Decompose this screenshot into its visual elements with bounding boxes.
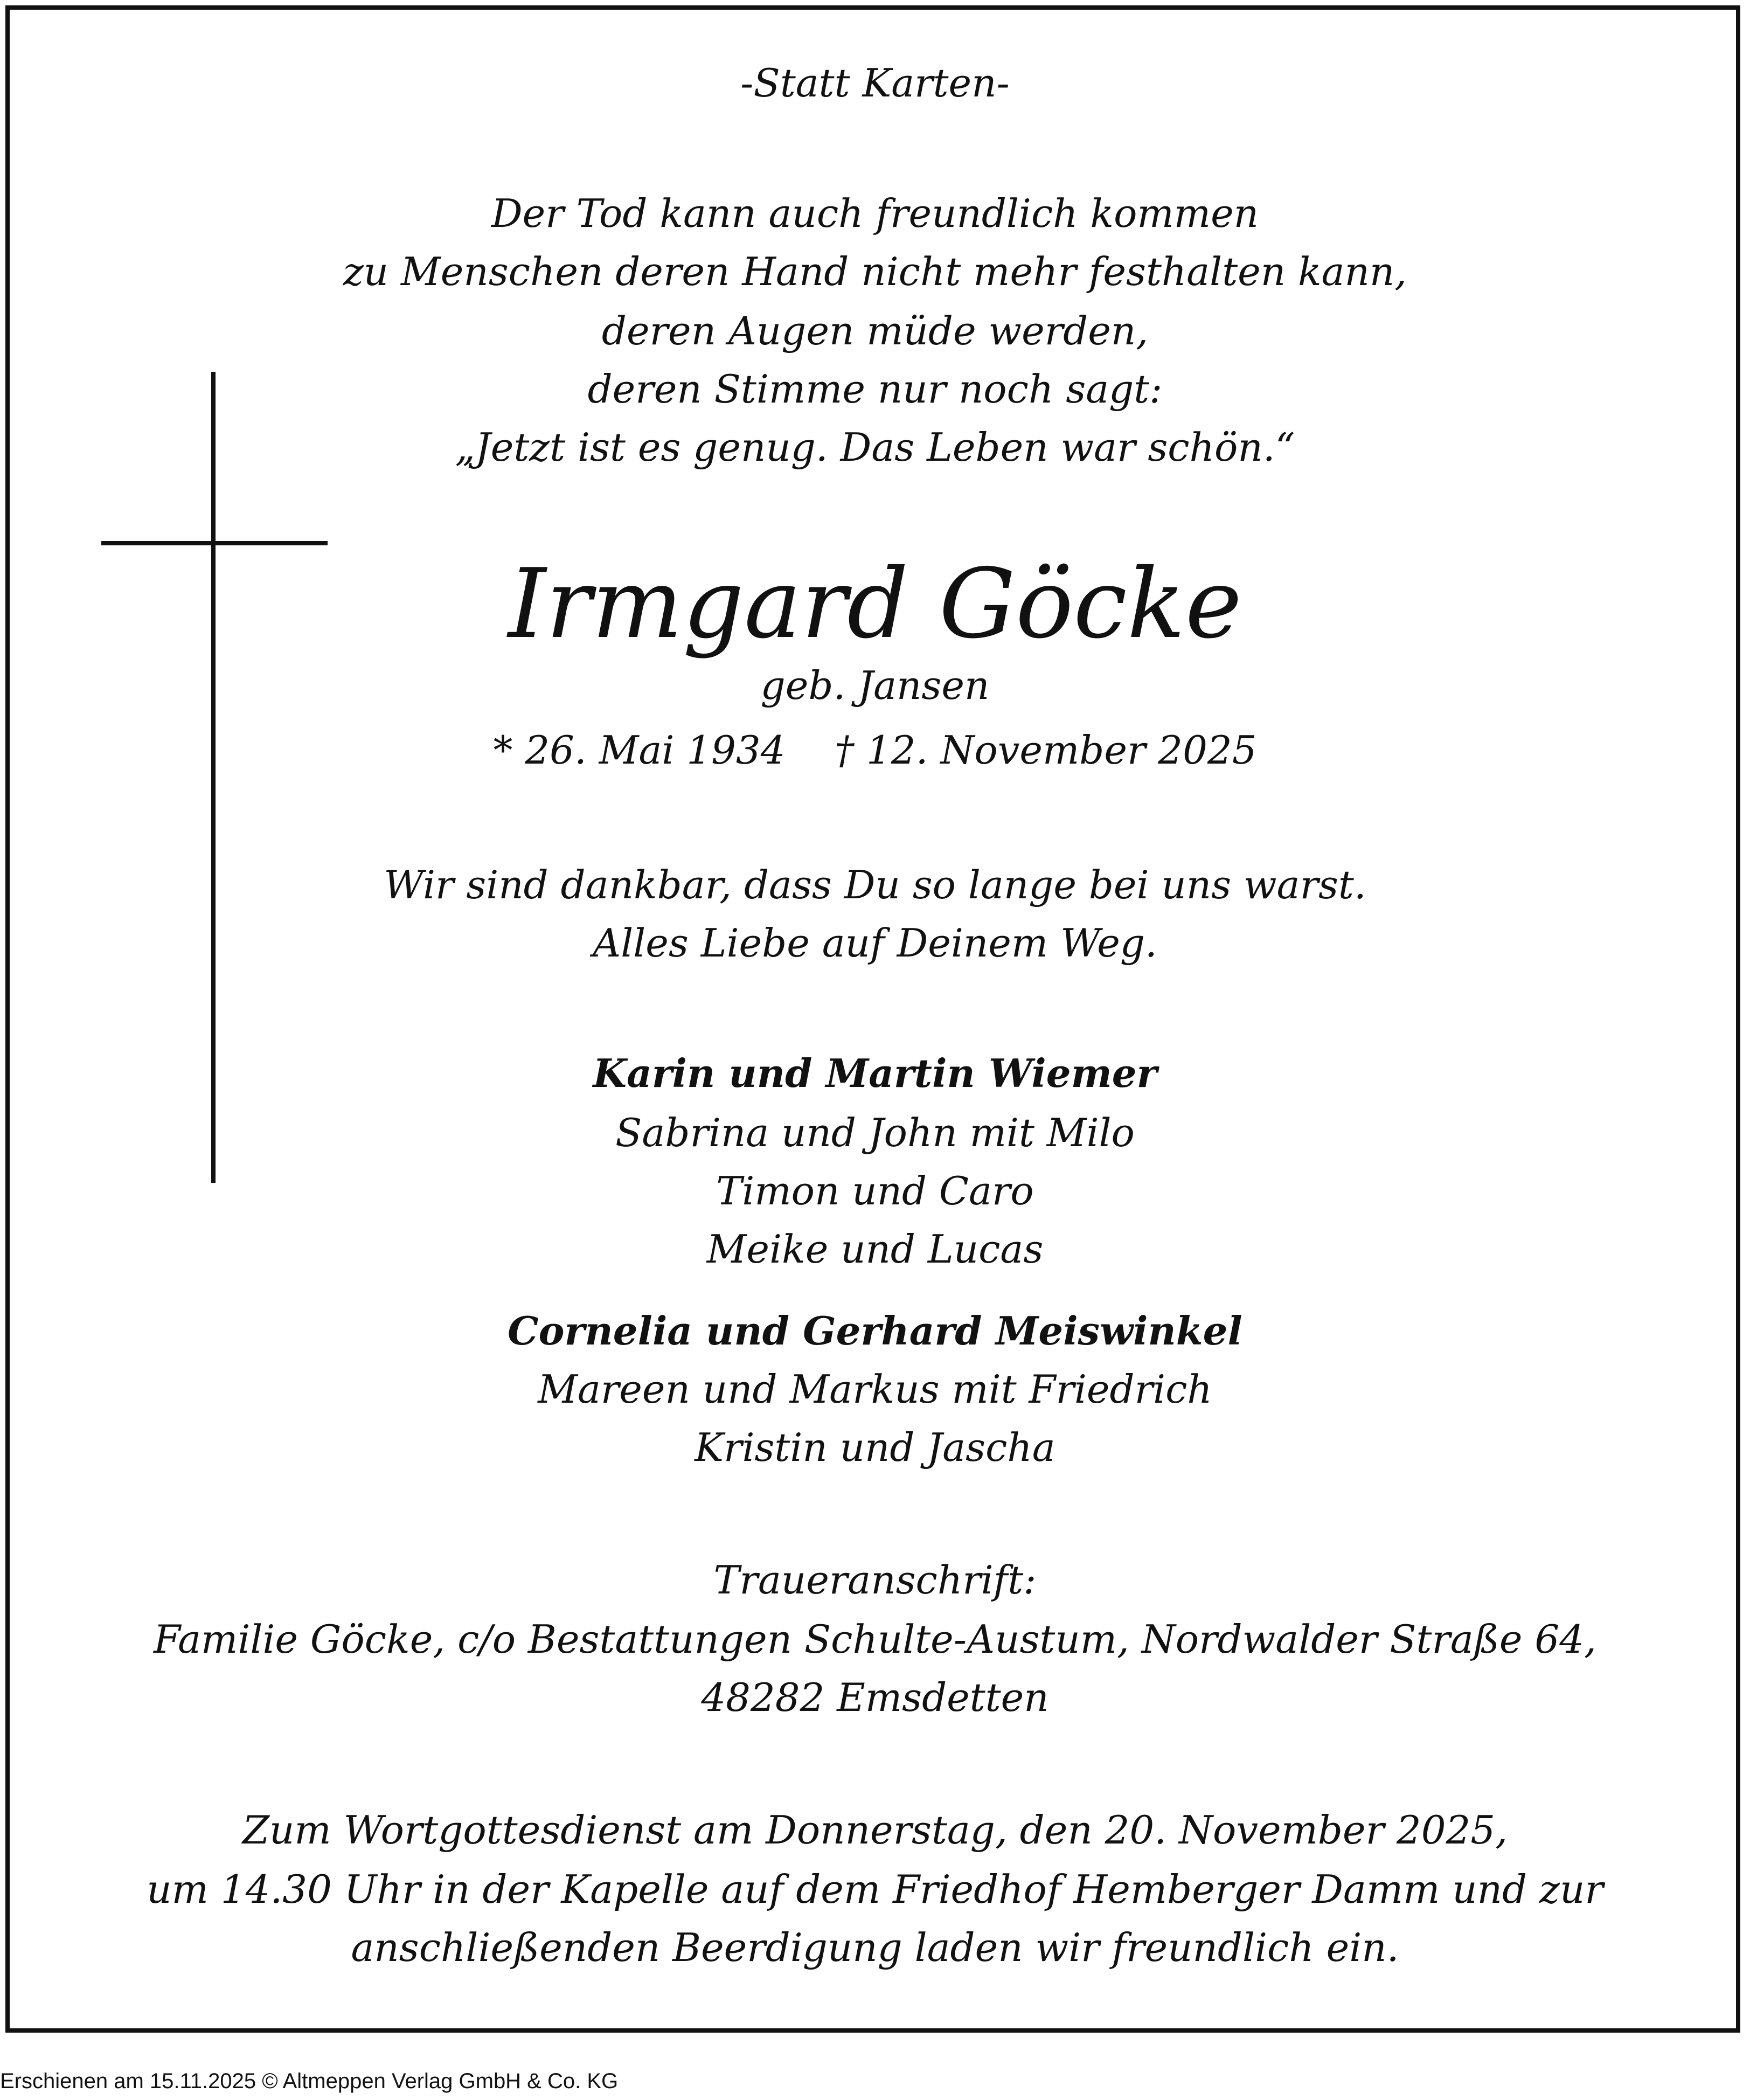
service-line: anschließenden Beerdigung laden wir freundlich ein. <box>351 1925 1399 1970</box>
address-line: 48282 Emsdetten <box>701 1675 1049 1720</box>
publication-footer: Erschienen am 15.11.2025 © Altmeppen Verlag GmbH & Co. KG <box>0 2069 619 2093</box>
family-member: Timon und Caro <box>716 1168 1034 1214</box>
statt-karten: -Statt Karten- <box>740 60 1010 106</box>
poem-line: deren Augen müde werden, <box>601 308 1149 354</box>
family-group-head: Cornelia und Gerhard Meiswinkel <box>508 1308 1242 1354</box>
poem-line: deren Stimme nur noch sagt: <box>587 366 1163 412</box>
family-member: Sabrina und John mit Milo <box>615 1110 1135 1155</box>
poem-line: „Jetzt ist es genug. Das Leben war schön.“ <box>455 425 1295 470</box>
life-dates: * 26. Mai 1934 † 12. November 2025 <box>493 727 1257 773</box>
birth-name: geb. Jansen <box>760 663 990 708</box>
family-member: Kristin und Jascha <box>695 1425 1055 1470</box>
address-line: Familie Göcke, c/o Bestattungen Schulte-Austum, Nordwalder Straße 64, <box>154 1617 1596 1662</box>
deceased-name: Irmgard Göcke <box>508 548 1242 660</box>
poem-line: Der Tod kann auch freundlich kommen <box>491 191 1259 236</box>
address-label: Traueranschrift: <box>713 1557 1037 1603</box>
service-line: um 14.30 Uhr in der Kapelle auf dem Friedhof Hemberger Damm und zur <box>147 1867 1603 1912</box>
family-member: Mareen und Markus mit Friedrich <box>538 1367 1212 1412</box>
cross-symbol-horizontal <box>101 541 328 545</box>
gratitude-line: Wir sind dankbar, dass Du so lange bei uns warst. <box>384 862 1366 907</box>
service-line: Zum Wortgottesdienst am Donnerstag, den 20. November 2025, <box>242 1807 1508 1853</box>
gratitude-line: Alles Liebe auf Deinem Weg. <box>593 920 1157 966</box>
family-member: Meike und Lucas <box>706 1226 1044 1272</box>
poem-line: zu Menschen deren Hand nicht mehr festhalten kann, <box>343 249 1407 294</box>
family-group-head: Karin und Martin Wiemer <box>593 1050 1157 1096</box>
